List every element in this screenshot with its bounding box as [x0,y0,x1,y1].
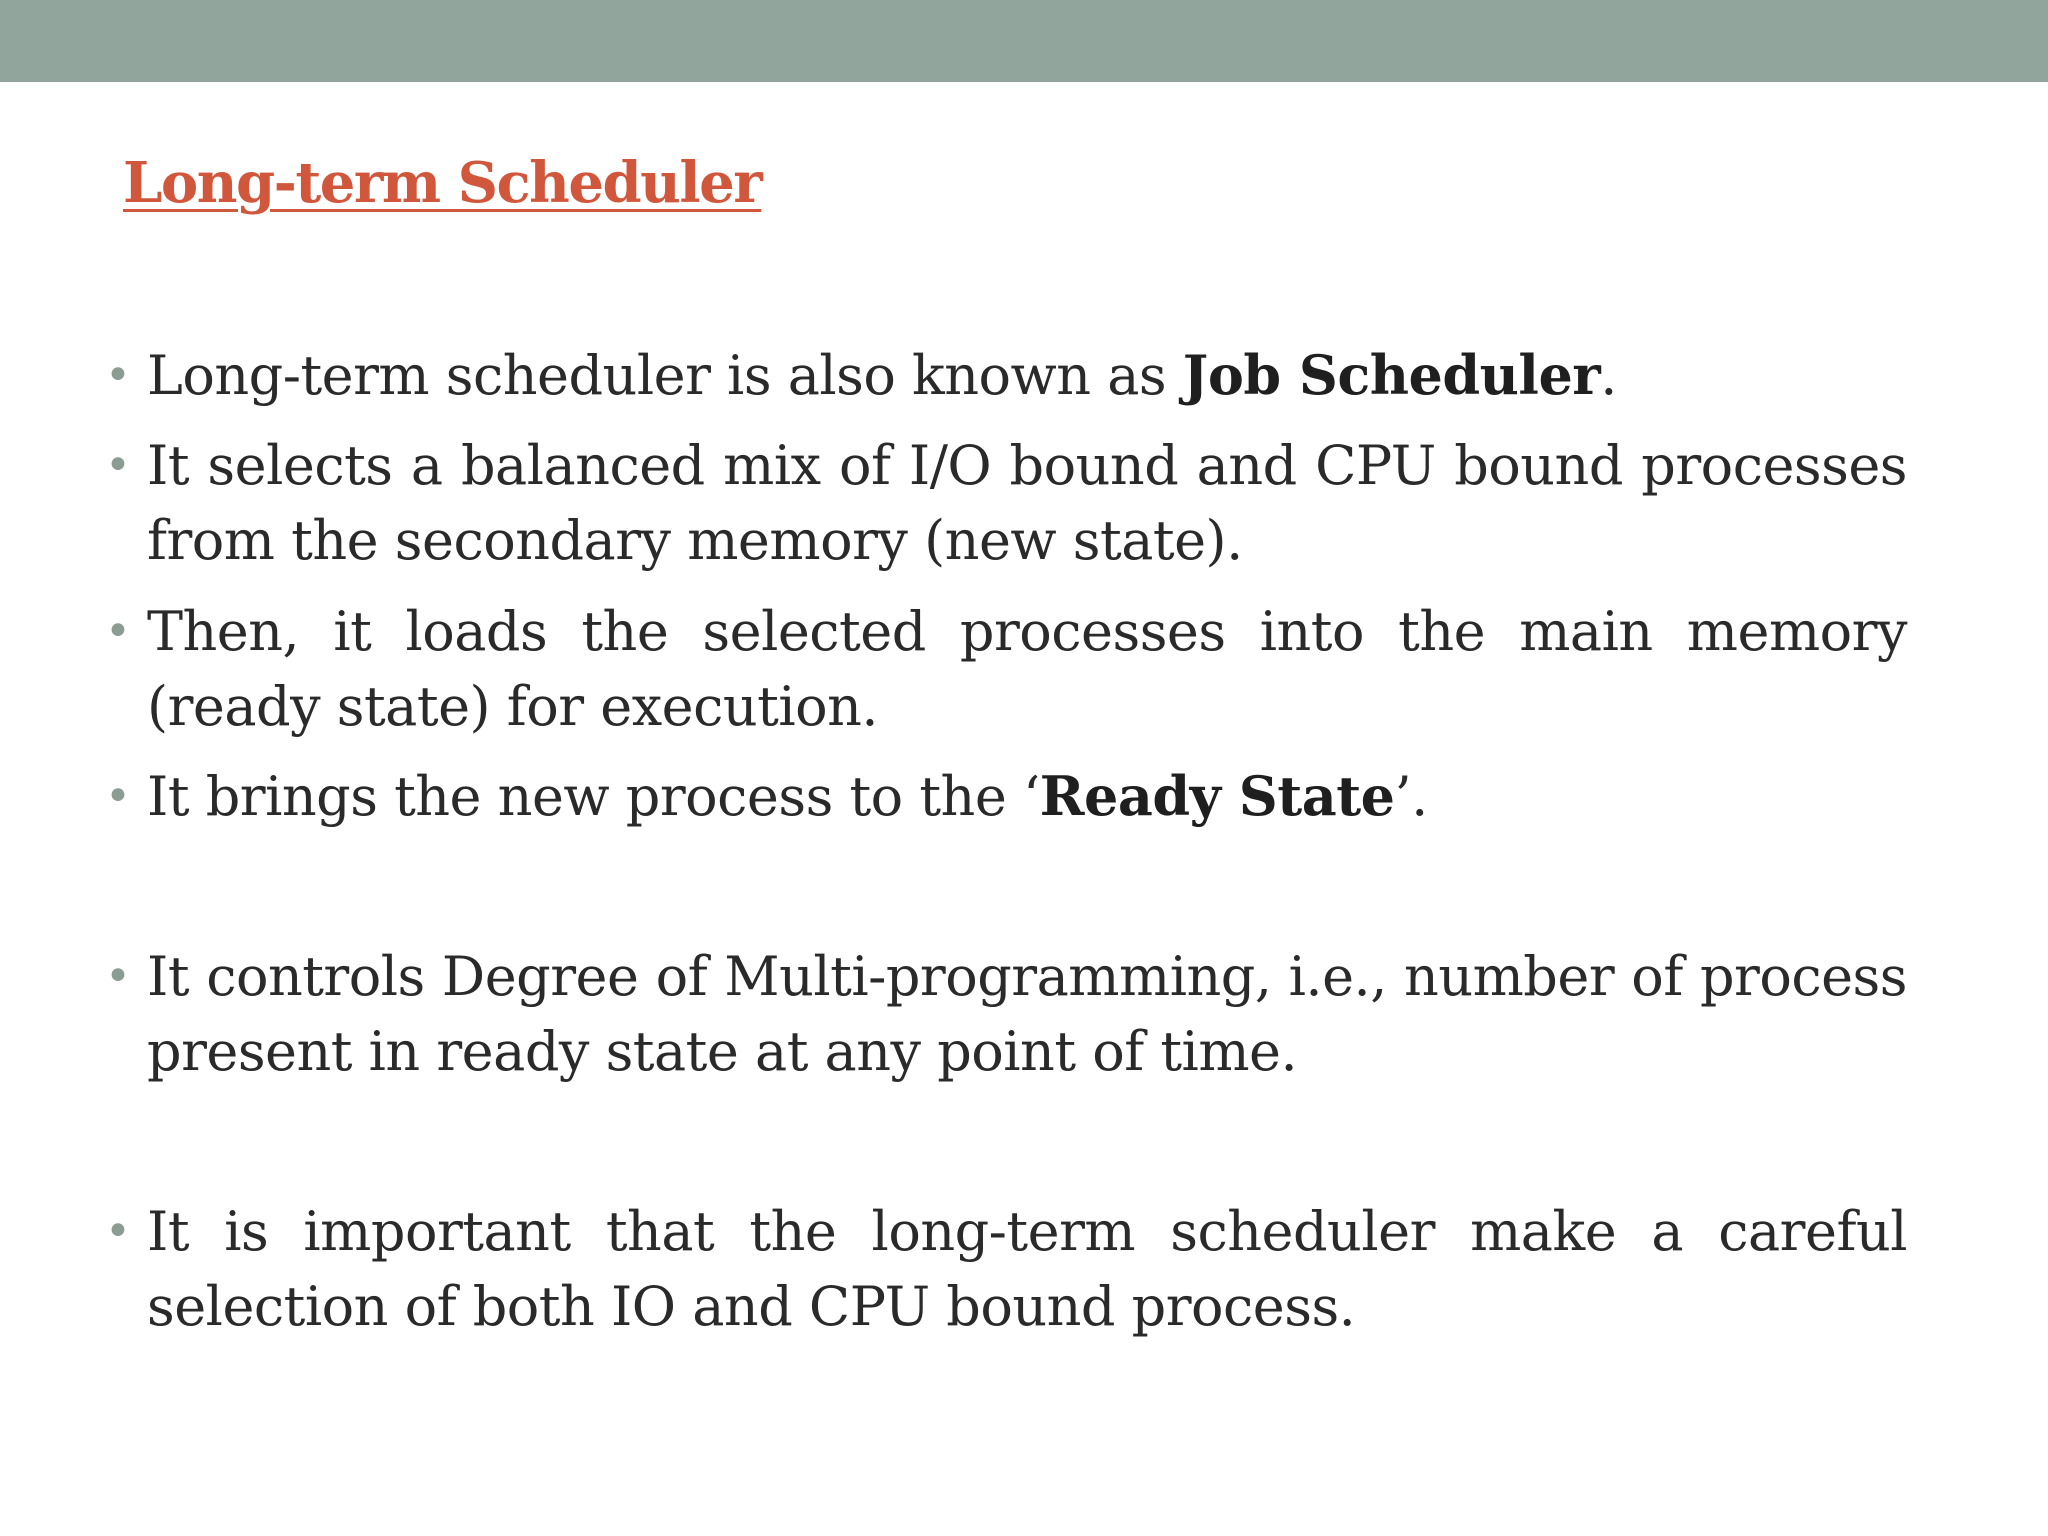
bullet-text: It is important that the long-term scheduler make a careful selection of both IO and CPU bound process. [147,1200,1907,1338]
bullet-icon: • [105,1206,131,1257]
bold-term: Ready State [1039,764,1395,828]
bullet-icon: • [105,350,131,401]
bullet-icon: • [105,951,131,1002]
bullet-item-ready-state [105,759,1907,834]
bullet-item-loads-processes [105,594,1907,744]
bullet-icon: • [105,771,131,822]
slide-title: Long-term Scheduler [123,150,762,216]
bullet-text: Then, it loads the selected processes into the main memory (ready state) for execution. [147,600,1907,738]
bullet-item-balanced-mix [105,428,1907,578]
bullet-text: It controls Degree of Multi-programming, i.e., number of process present in ready state at any point of time. [147,945,1907,1083]
bullet-text: Long-term scheduler is also known as Job Scheduler. [147,343,1617,407]
bold-term: Job Scheduler [1182,343,1601,407]
bullet-item-careful-selection [105,1194,1907,1344]
bullet-item-job-scheduler [105,338,1907,413]
bullet-text: It brings the new process to the ‘Ready State’. [147,764,1428,828]
bullet-icon: • [105,606,131,657]
bullet-icon: • [105,440,131,491]
bullet-text: It selects a balanced mix of I/O bound and CPU bound processes from the secondary memory (new state). [147,434,1907,572]
top-accent-bar [0,0,2048,82]
bullet-item-degree-multiprogramming [105,939,1907,1089]
